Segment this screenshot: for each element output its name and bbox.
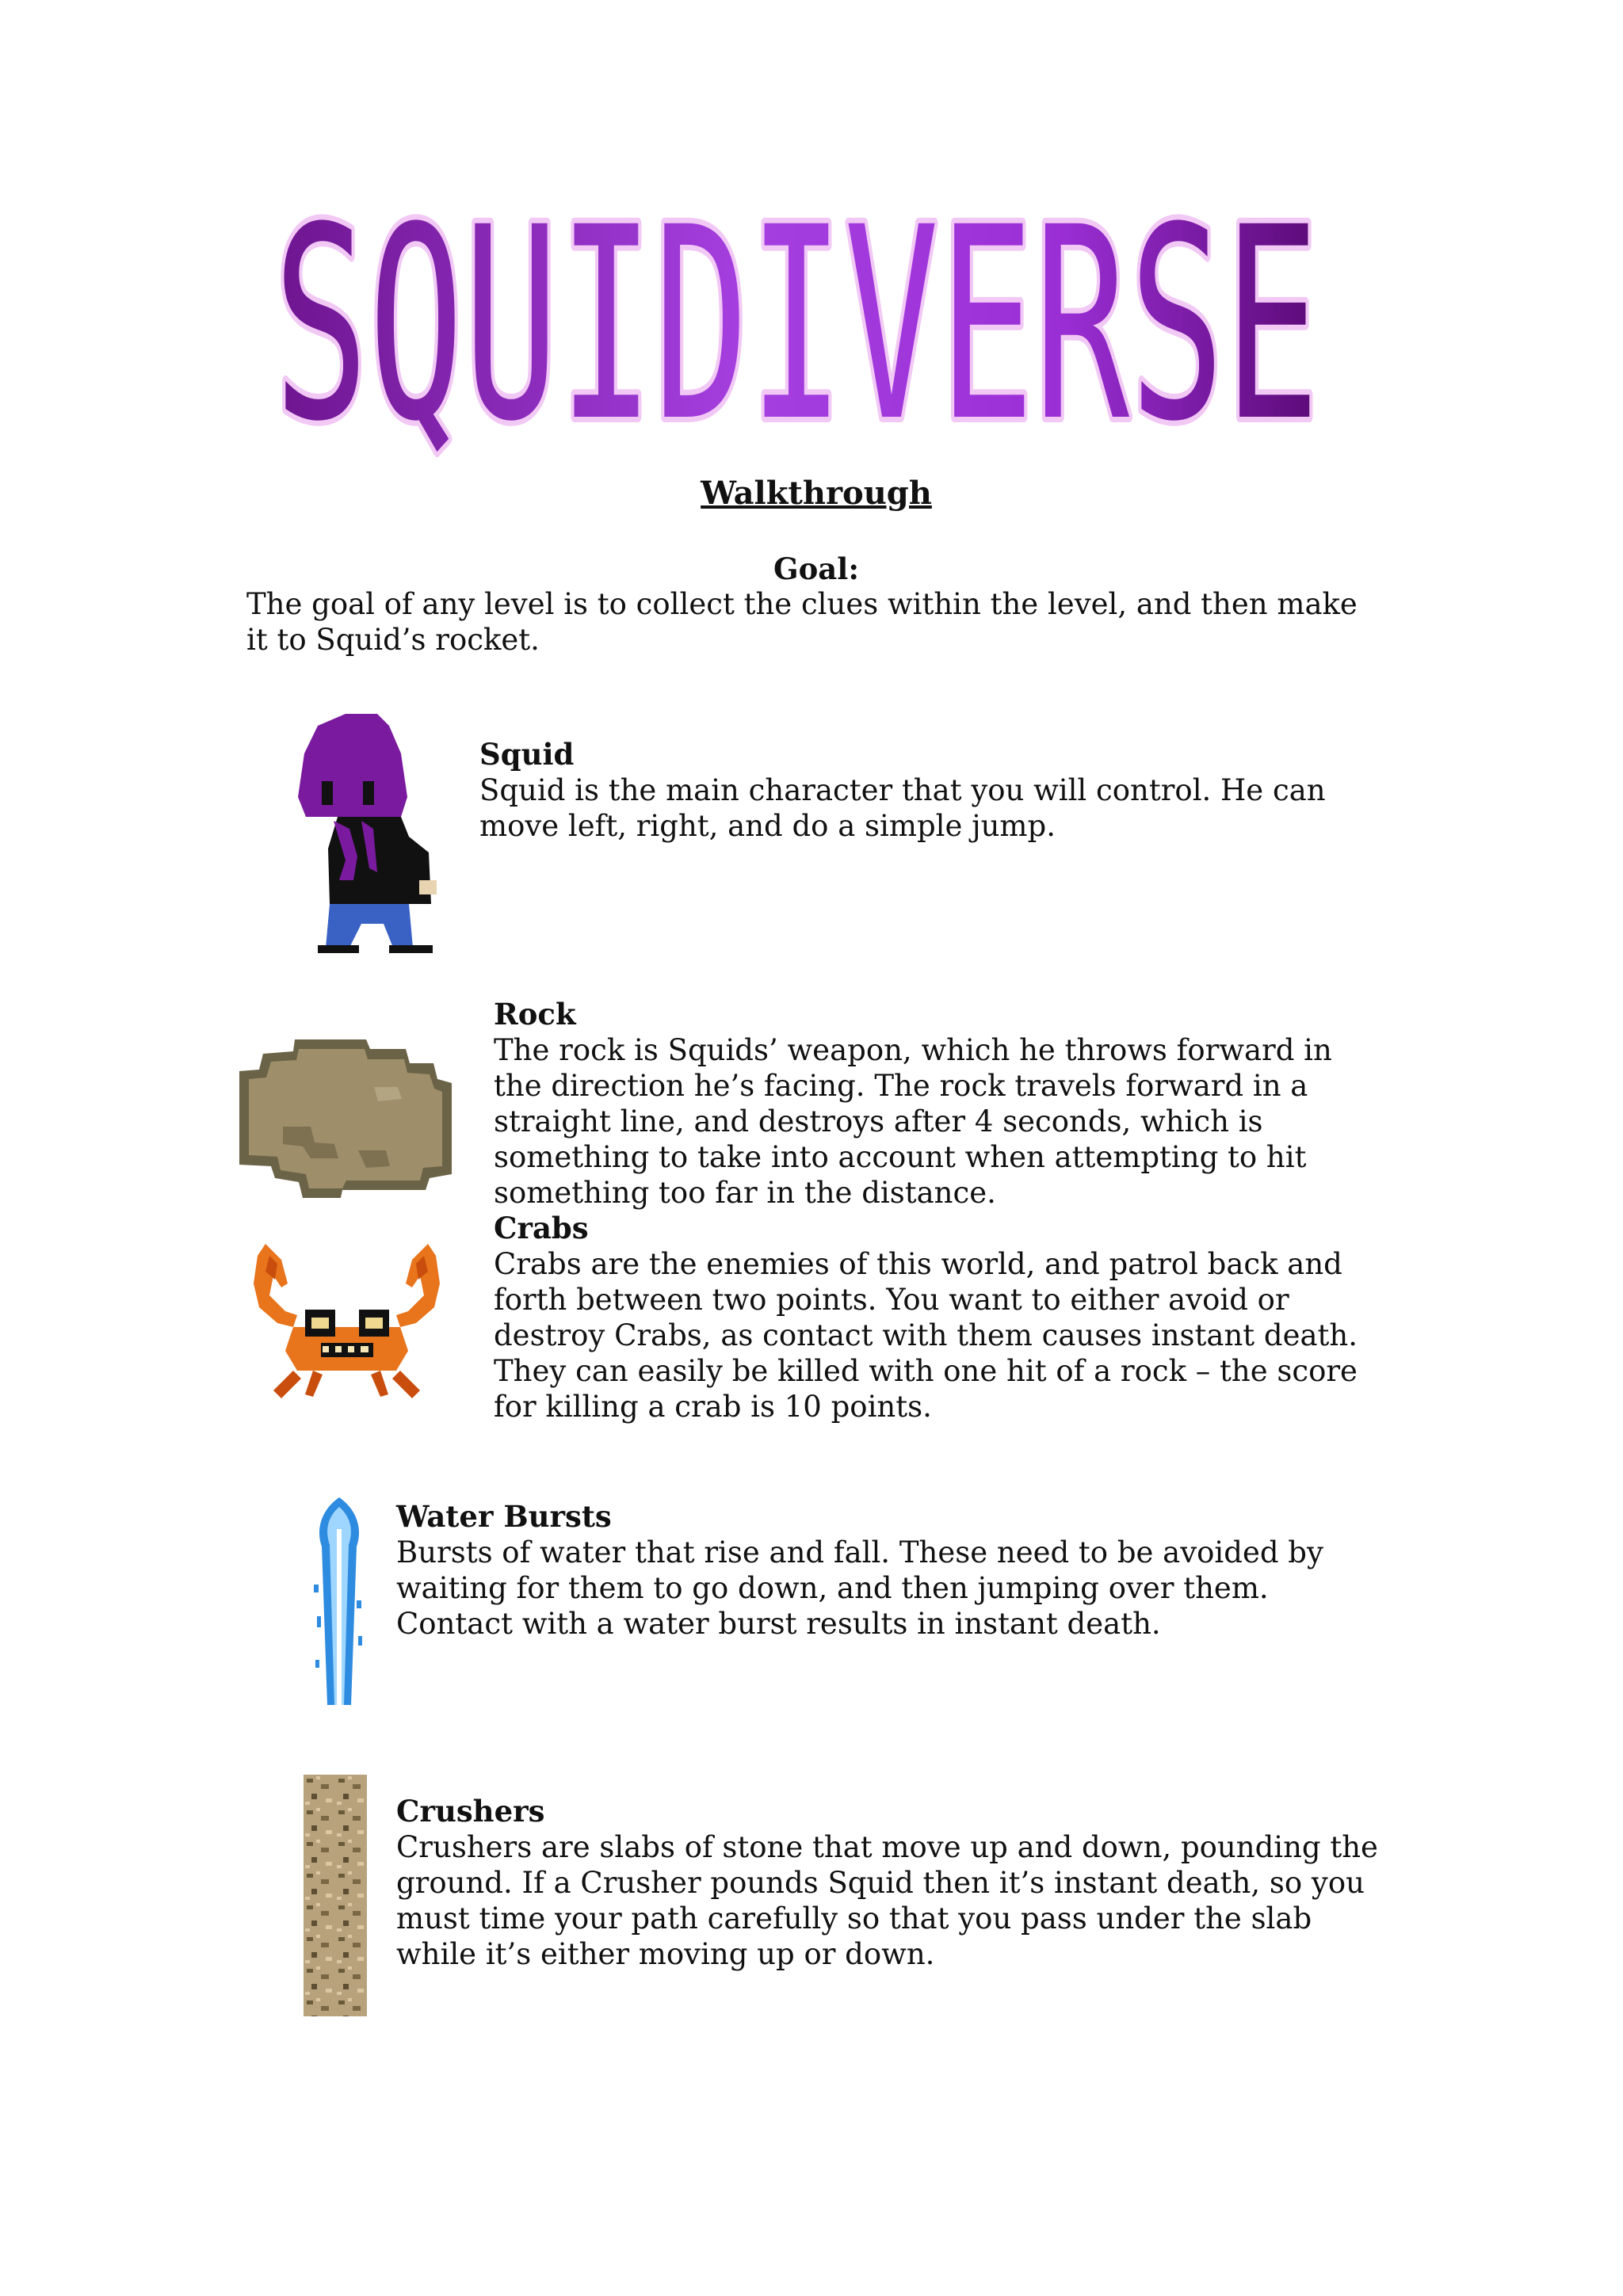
document-title: Walkthrough	[701, 475, 932, 512]
entry-title: Rock	[494, 997, 576, 1032]
entry-text: Squid is the main character that you will control. He can move left, right, and do a simple jump.	[479, 773, 1326, 843]
entry-title: Squid	[479, 737, 575, 772]
entry-squid	[479, 737, 1375, 844]
entry-title: Crabs	[494, 1211, 589, 1245]
goal-text: The goal of any level is to collect the clues within the level, and then make it to Squid’s rocket.	[246, 587, 1358, 657]
entry-text: Bursts of water that rise and fall. These need to be avoided by waiting for them to go down, and then jumping over them. Contact with a water burst results in instant death.	[396, 1535, 1323, 1641]
entry-text: The rock is Squids’ weapon, which he throws forward in the direction he’s facing. The rock travels forward in a straight line, and destroys after 4 seconds, which is something to take into account when attempting to hit something too far in the distance.	[494, 1033, 1332, 1210]
goal-heading: Goal:	[773, 551, 859, 586]
entry-text: Crabs are the enemies of this world, and patrol back and forth between two points. You want to either avoid or destroy Crabs, as contact with them causes instant death. They can easily be killed with one hit of a rock – the score for killing a crab is 10 points.	[494, 1247, 1358, 1424]
entry-title: Crushers	[396, 1794, 545, 1829]
crab-sprite-icon	[250, 1240, 444, 1402]
water-burst-sprite-icon	[307, 1497, 371, 1705]
squidiverse-logo	[265, 204, 1327, 474]
entry-water-bursts	[396, 1499, 1379, 1642]
logo-text: SQUIDIVERSE	[273, 204, 1319, 474]
entry-text: Crushers are slabs of stone that move up and down, pounding the ground. If a Crusher pounds Squid then it’s instant death, so you must time your path carefully so that you pass under the slab while it’s either moving up or down.	[396, 1830, 1378, 1971]
entry-title: Water Bursts	[396, 1499, 612, 1534]
logo-text-glow: SQUIDIVERSE	[273, 204, 1319, 474]
entry-rock	[494, 997, 1389, 1211]
entry-crushers	[396, 1794, 1379, 1972]
rock-sprite-icon	[239, 1039, 455, 1198]
crusher-sprite-icon	[304, 1775, 367, 2016]
entry-crabs	[494, 1211, 1389, 1425]
squid-sprite-icon	[290, 710, 441, 955]
